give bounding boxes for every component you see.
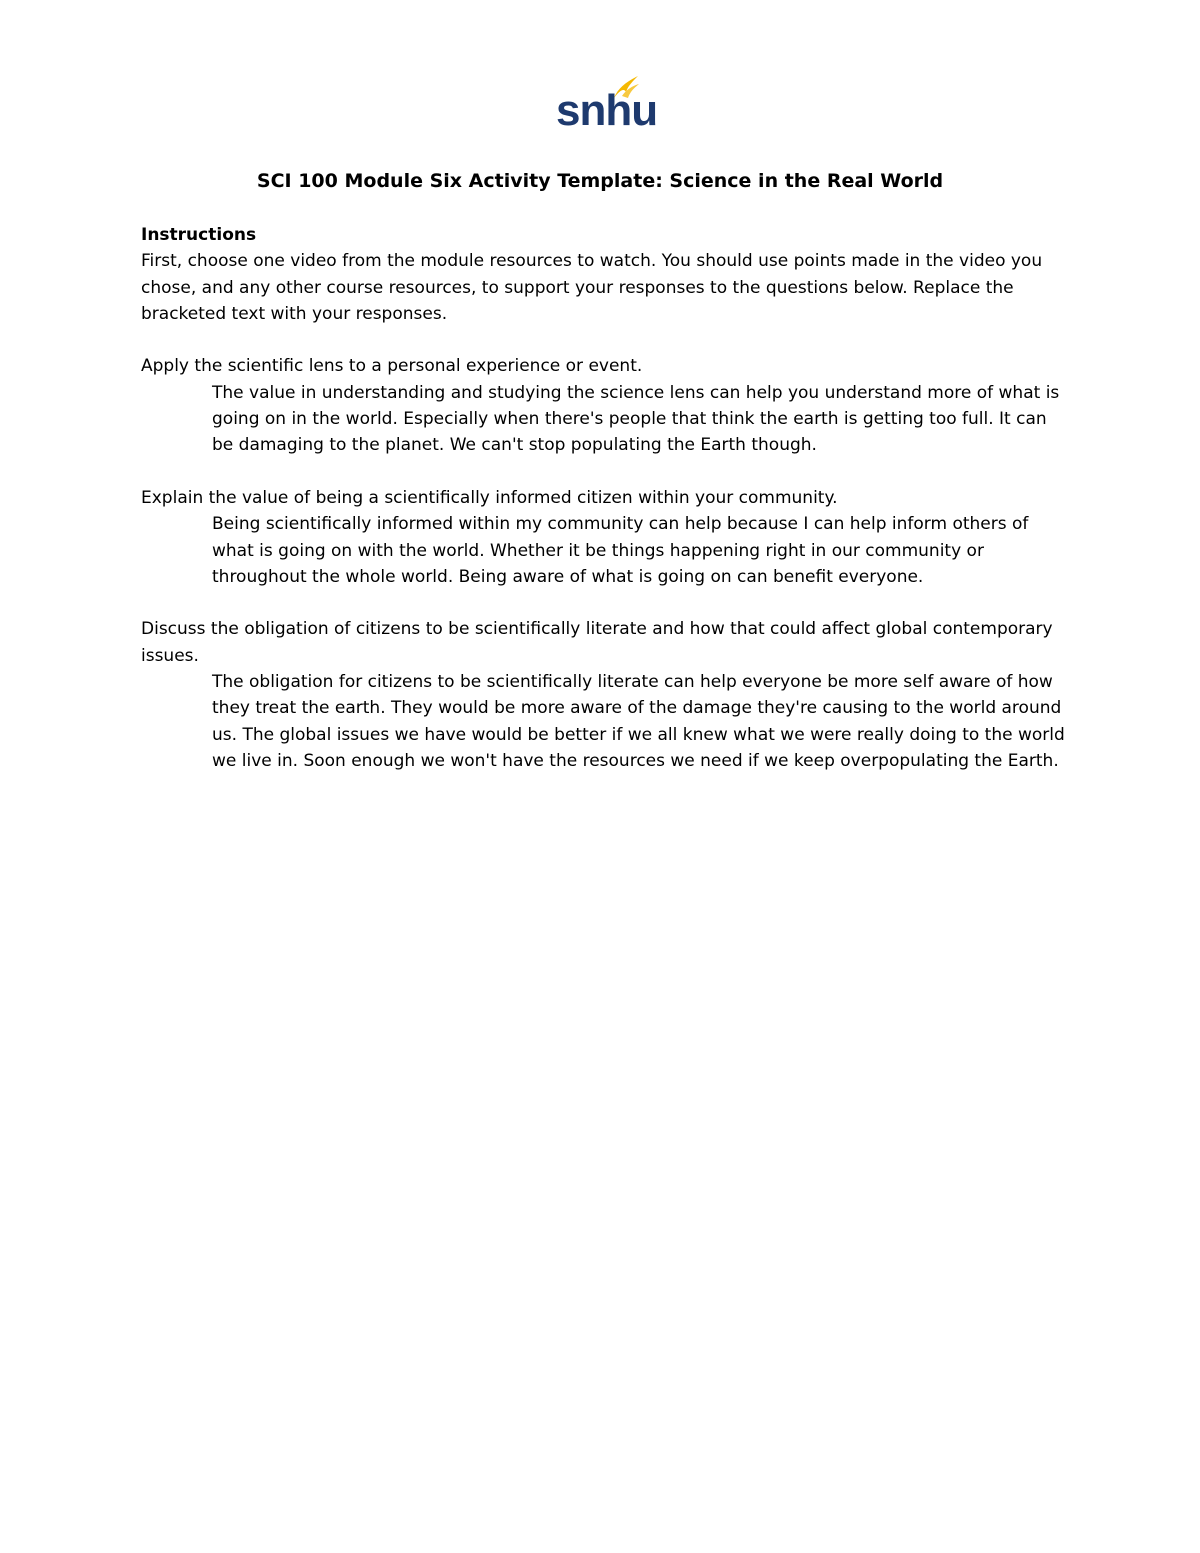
logo-wordmark: snhu xyxy=(556,86,658,135)
question-prompt: Discuss the obligation of citizens to be scientifically literate and how that could affect global contemporary issues. xyxy=(141,619,1053,666)
question-answer: The obligation for citizens to be scientifically literate can help everyone be more self aware of how they treat the earth. They would be more aware of the damage they're causing to the world around us. The global issues we have would be better if we all knew what we were really doing to the world we live in. Soon enough we won't have the resources we need if we keep overpopulating the Earth. xyxy=(212,672,1065,771)
question-prompt: Explain the value of being a scientifically informed citizen within your community. xyxy=(141,487,838,508)
document-title: SCI 100 Module Six Activity Template: Science in the Real World xyxy=(256,170,944,192)
document-body xyxy=(141,222,1071,774)
question-answer: The value in understanding and studying the science lens can help you understand more of what is going on in the world. Especially when there's people that think the earth is getting too full. It can be damaging to the planet. We can't stop populating the Earth though. xyxy=(212,382,1060,456)
question-prompt: Apply the scientific lens to a personal experience or event. xyxy=(141,356,643,377)
instructions-heading: Instructions xyxy=(141,225,257,245)
snhu-logo xyxy=(552,72,658,135)
question-answer: Being scientifically informed within my community can help because I can help inform others of what is going on with the world. Whether it be things happening right in our community or throughout the whole world. Being aware of what is going on can benefit everyone. xyxy=(212,514,1029,587)
instructions-text: First, choose one video from the module resources to watch. You should use points made in the video you chose, and any other course resources, to support your responses to the questions below. Replace the bracketed text with your responses. xyxy=(141,251,1043,324)
